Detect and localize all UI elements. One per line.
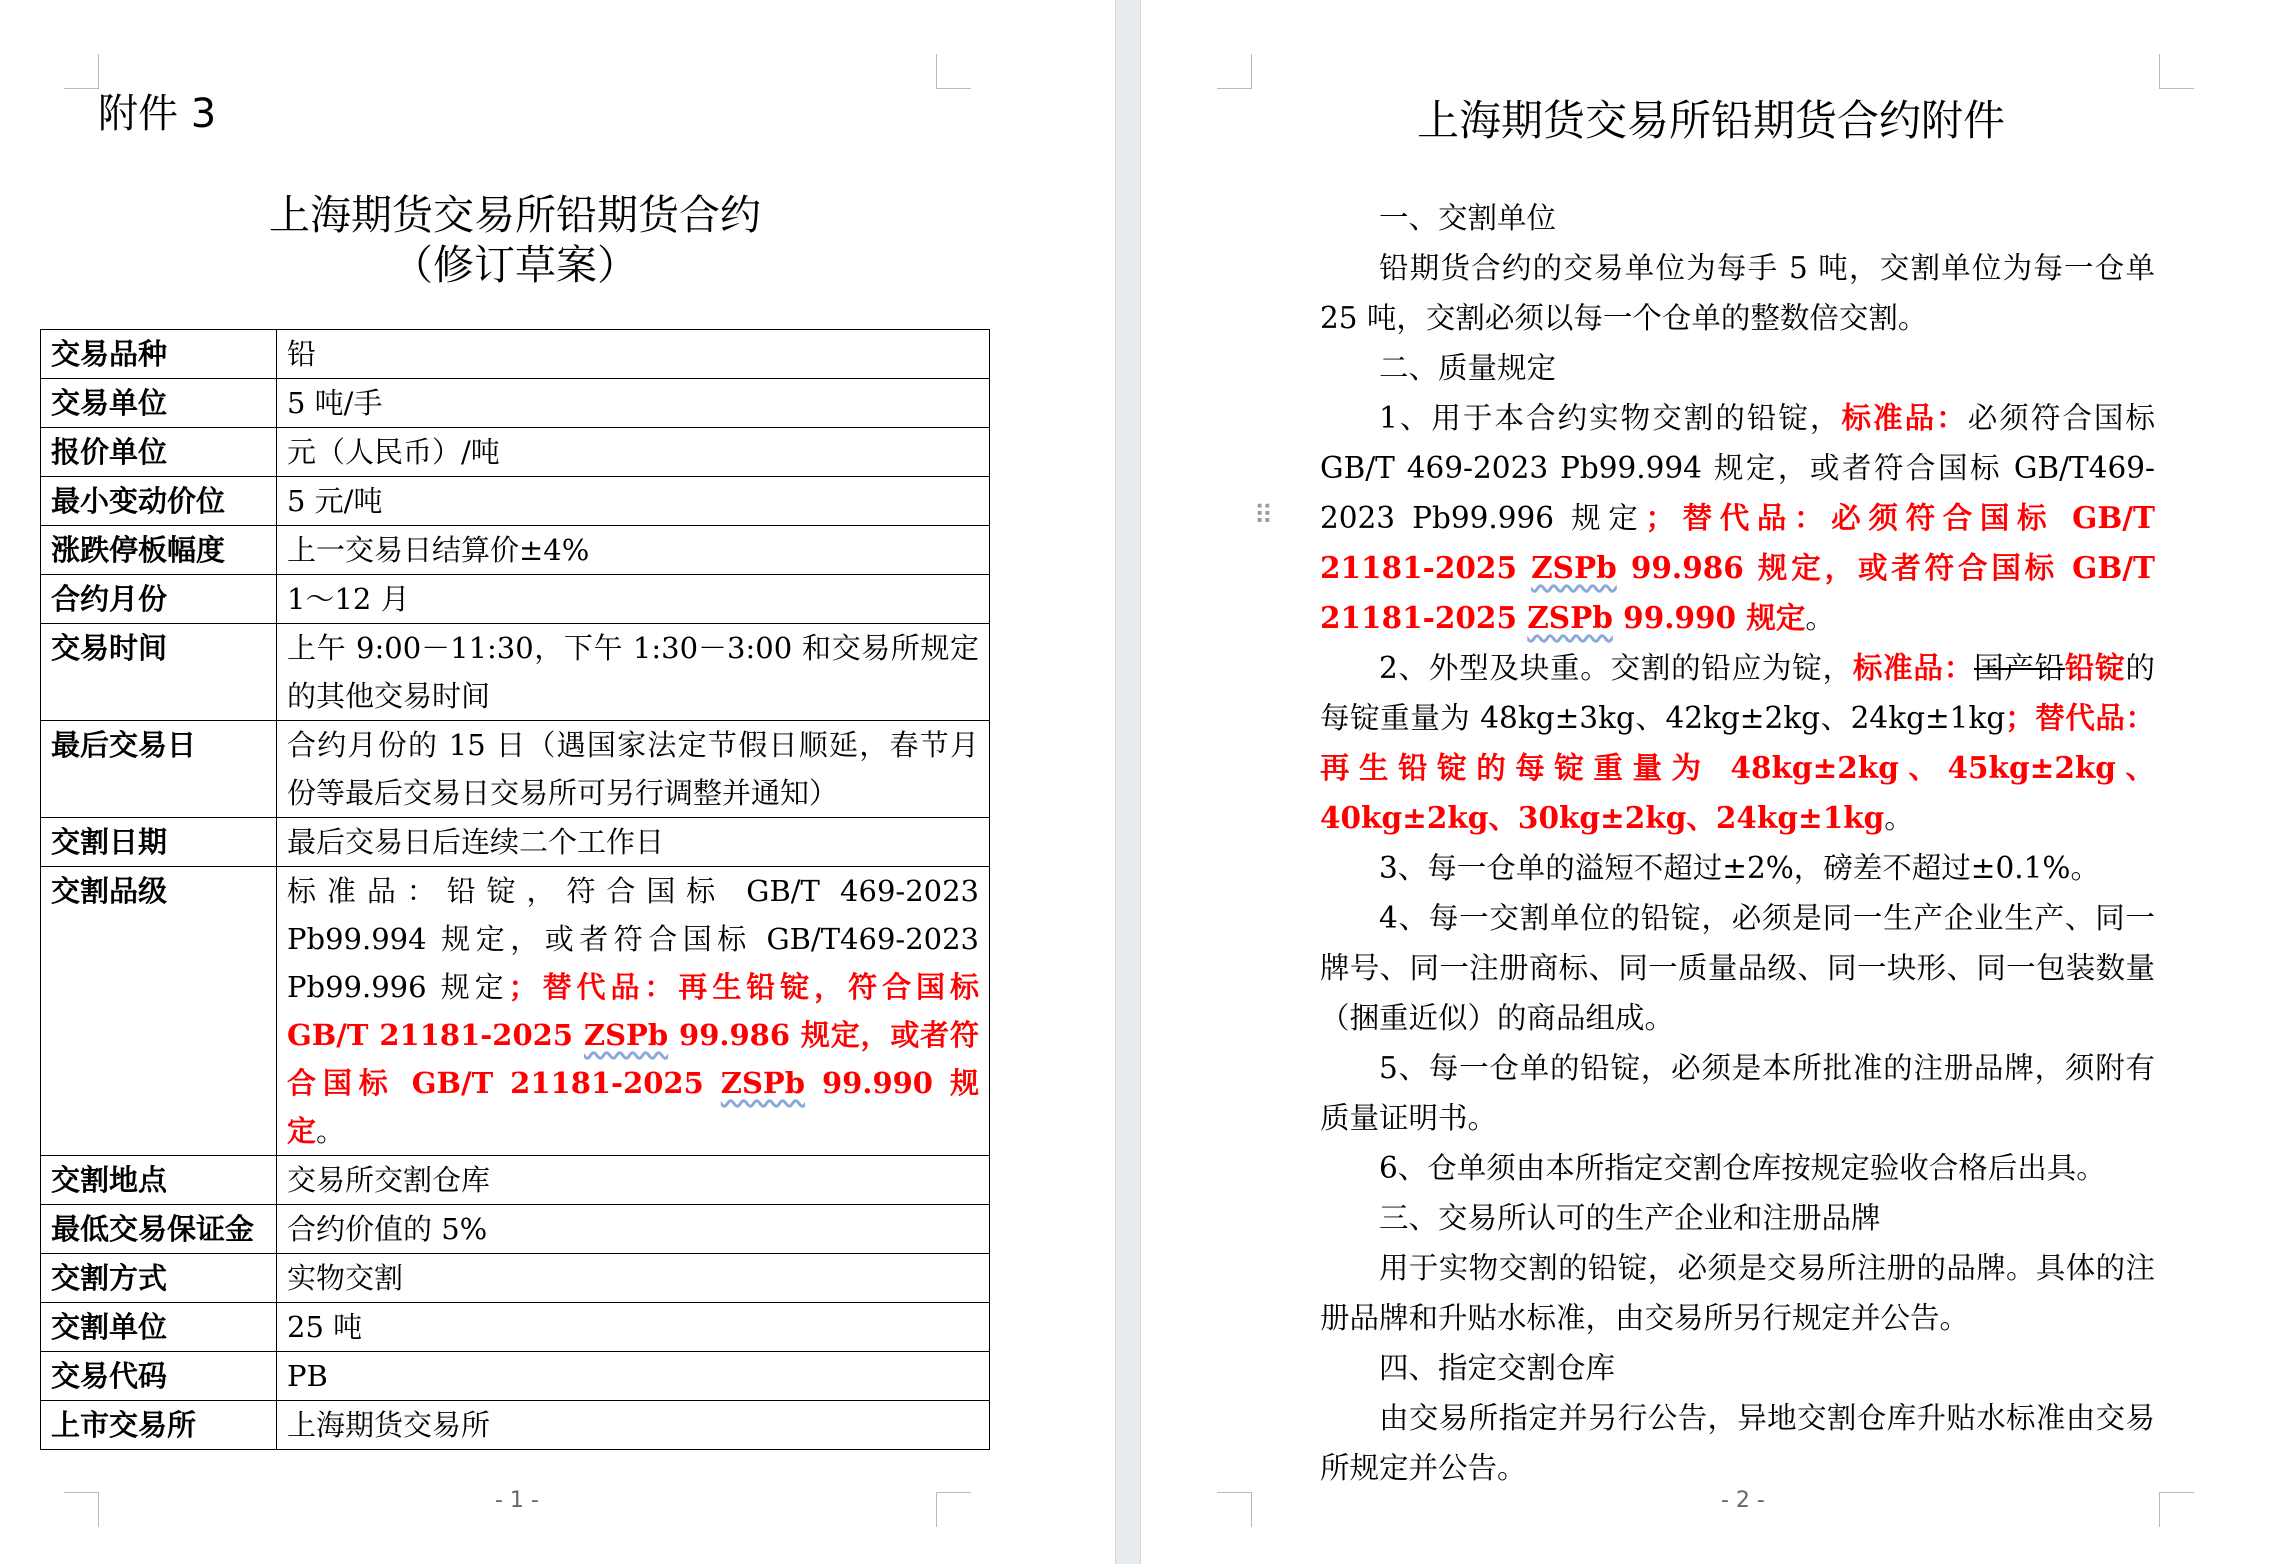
row-key: 报价单位 — [41, 428, 277, 477]
crop-mark — [936, 1492, 971, 1527]
table-row — [41, 1352, 990, 1401]
text-part: 2、外型及块重。交割的铅应为锭， — [1379, 651, 1853, 685]
paragraph: 5、每一仓单的铅锭，必须是本所批准的注册品牌，须附有质量证明书。 — [1320, 1051, 2155, 1135]
row-key: 交割单位 — [41, 1303, 277, 1352]
period: 。 — [1884, 801, 1914, 835]
substitute-text: ；替代品：再生铅锭的每锭重量为 48kg±2kg、45kg±2kg、40kg±2kg、30kg±2kg、24kg±1kg — [1320, 700, 2155, 835]
annex-body — [1320, 193, 2155, 1493]
standard-grade-text: 标准品：铅锭，符合国标 GB/T 469-2023 Pb99.994 规定，或者符合国标 GB/T469-2023 Pb99.996 规定 — [287, 874, 979, 1004]
table-row — [41, 477, 990, 526]
spellcheck-word: ZSPb — [583, 1018, 669, 1052]
deleted-text: 国产铅 — [1974, 651, 2065, 685]
section-heading: 四、指定交割仓库 — [1379, 1351, 1616, 1385]
paragraph: 铅期货合约的交易单位为每手 5 吨，交割单位为每一仓单 25 吨，交割必须以每一个仓单的整数倍交割。 — [1320, 251, 2155, 335]
table-row — [41, 867, 990, 1156]
text-part: 99.990 规定 — [1612, 600, 1806, 635]
paragraph: 3、每一仓单的溢短不超过±2%，磅差不超过±0.1%。 — [1379, 851, 2100, 885]
page-gutter — [1115, 0, 1141, 1564]
row-key: 交割地点 — [41, 1156, 277, 1205]
text-part: ；替代品：必须符合国标 GB/T 21181-2025 — [1320, 500, 2155, 585]
row-key: 交割日期 — [41, 818, 277, 867]
table-row — [41, 330, 990, 379]
row-key: 最低交易保证金 — [41, 1205, 277, 1254]
spellcheck-word: ZSPb — [720, 1066, 805, 1100]
row-key: 合约月份 — [41, 575, 277, 624]
row-value: 元（人民币）/吨 — [277, 428, 990, 477]
table-row — [41, 1205, 990, 1254]
table-row — [41, 379, 990, 428]
row-value: 实物交割 — [277, 1254, 990, 1303]
row-key: 上市交易所 — [41, 1401, 277, 1450]
row-value: 最后交易日后连续二个工作日 — [277, 818, 990, 867]
contract-title: 上海期货交易所铅期货合约 — [269, 191, 761, 239]
crop-mark — [1217, 54, 1252, 89]
row-key: 最小变动价位 — [41, 477, 277, 526]
text-part: 的每锭重量为 48kg±3kg、42kg±2kg、24kg±1kg — [1320, 651, 2155, 735]
section-heading: 一、交割单位 — [1379, 201, 1557, 235]
row-key: 交割方式 — [41, 1254, 277, 1303]
row-value: 合约月份的 15 日（遇国家法定节假日顺延，春节月份等最后交易日交易所可另行调整并通知） — [277, 721, 990, 818]
table-row — [41, 1254, 990, 1303]
paragraph — [1320, 393, 2155, 643]
table-row — [41, 428, 990, 477]
paragraph: 用于实物交割的铅锭，必须是交易所注册的品牌。具体的注册品牌和升贴水标准，由交易所另行规定并公告。 — [1320, 1251, 2155, 1335]
inserted-text: 铅锭 — [2064, 650, 2126, 685]
row-key: 交易时间 — [41, 624, 277, 721]
section-heading: 二、质量规定 — [1379, 351, 1557, 385]
table-row — [41, 1401, 990, 1450]
table-row — [41, 526, 990, 575]
row-key: 交易品种 — [41, 330, 277, 379]
period: 。 — [316, 1114, 346, 1148]
text-part: 99.986 规定，或者符合国标 GB/T 21181-2025 — [1320, 550, 2155, 635]
period: 。 — [1805, 601, 1835, 635]
spellcheck-word: ZSPb — [1531, 550, 1617, 585]
highlight-label: 标准品： — [1852, 650, 1975, 685]
document-page-1 — [0, 0, 1115, 1564]
row-value: 上海期货交易所 — [277, 1401, 990, 1450]
paragraph: 由交易所指定并另行公告，异地交割仓库升贴水标准由交易所规定并公告。 — [1320, 1401, 2155, 1485]
highlight-label: 标准品： — [1841, 400, 1968, 435]
paragraph: 4、每一交割单位的铅锭，必须是同一生产企业生产、同一牌号、同一注册商标、同一质量品级、同一块形、同一包装数量（捆重近似）的商品组成。 — [1320, 901, 2155, 1035]
table-row — [41, 624, 990, 721]
substitute-text-part: 99.990 规定 — [287, 1066, 979, 1148]
table-row — [41, 1156, 990, 1205]
row-value: 上午 9:00－11:30，下午 1:30－3:00 和交易所规定的其他交易时间 — [277, 624, 990, 721]
text-part: 1、用于本合约实物交割的铅锭， — [1379, 401, 1842, 435]
row-value: 5 元/吨 — [277, 477, 990, 526]
row-value — [277, 867, 990, 1156]
contract-table — [40, 329, 990, 1450]
crop-mark — [2159, 54, 2194, 89]
drag-handle-icon[interactable]: ⠿ — [1254, 501, 1274, 531]
row-value: 铅 — [277, 330, 990, 379]
paragraph — [1320, 643, 2155, 843]
row-value: 合约价值的 5% — [277, 1205, 990, 1254]
paragraph: 6、仓单须由本所指定交割仓库按规定验收合格后出具。 — [1379, 1151, 2106, 1185]
row-key: 最后交易日 — [41, 721, 277, 818]
row-value: 上一交易日结算价±4% — [277, 526, 990, 575]
substitute-text-part: ；替代品：再生铅锭，符合国标 GB/T 21181-2025 — [287, 970, 979, 1052]
row-value: 1～12 月 — [277, 575, 990, 624]
row-key: 交割品级 — [41, 867, 277, 1156]
table-row — [41, 575, 990, 624]
row-value: 25 吨 — [277, 1303, 990, 1352]
attachment-label: 附件 3 — [98, 91, 217, 137]
spellcheck-word: ZSPb — [1527, 600, 1613, 635]
section-heading: 三、交易所认可的生产企业和注册品牌 — [1379, 1201, 1881, 1235]
page-number: - 1 - — [495, 1488, 539, 1513]
row-value: 5 吨/手 — [277, 379, 990, 428]
table-row — [41, 1303, 990, 1352]
row-key: 交易单位 — [41, 379, 277, 428]
table-row — [41, 818, 990, 867]
substitute-text-part: 99.986 规定，或者符合国标 GB/T 21181-2025 — [287, 1018, 979, 1100]
annex-title: 上海期货交易所铅期货合约附件 — [1416, 96, 2005, 145]
row-value: 交易所交割仓库 — [277, 1156, 990, 1205]
crop-mark — [2159, 1492, 2194, 1527]
table-row — [41, 721, 990, 818]
page-number: - 2 - — [1721, 1488, 1765, 1513]
crop-mark — [1217, 1492, 1252, 1527]
row-value: PB — [277, 1352, 990, 1401]
row-key: 交易代码 — [41, 1352, 277, 1401]
crop-mark — [64, 1492, 99, 1527]
crop-mark — [936, 54, 971, 89]
contract-subtitle: （修订草案） — [392, 241, 638, 289]
row-key: 涨跌停板幅度 — [41, 526, 277, 575]
crop-mark — [64, 54, 99, 89]
text-part: 必须符合国标 GB/T 469-2023 Pb99.994 规定，或者符合国标 GB/T469-2023 Pb99.996 规定 — [1320, 401, 2155, 535]
